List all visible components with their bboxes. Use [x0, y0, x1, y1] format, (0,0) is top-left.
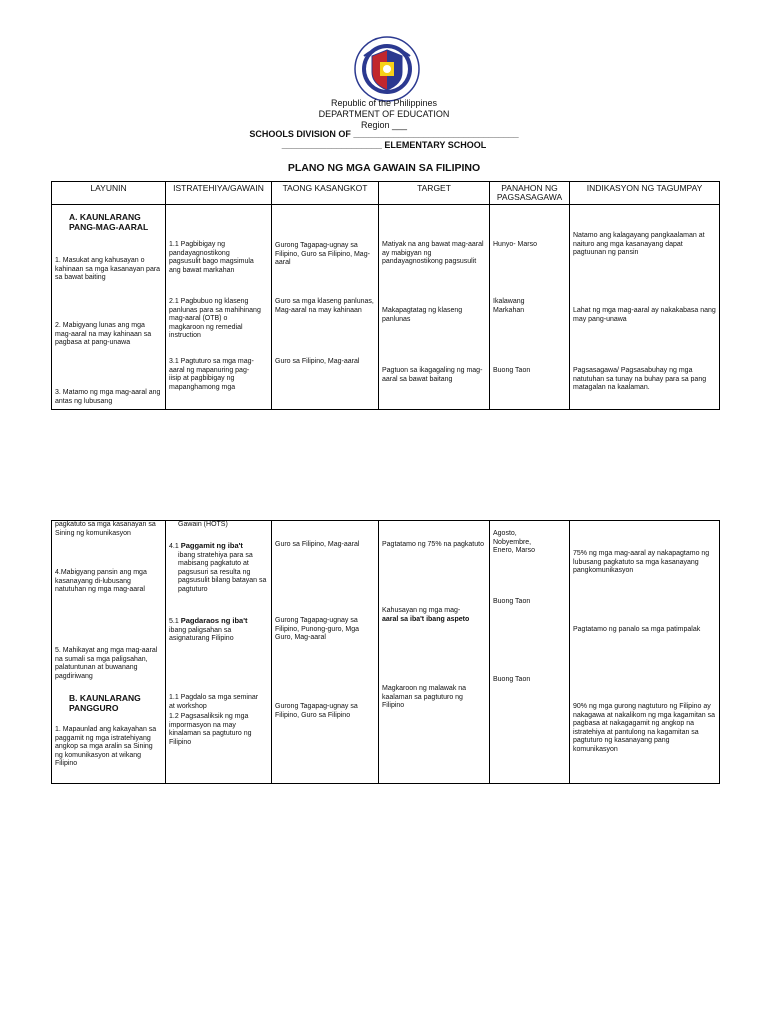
istratehiya-5-1-number: 5.1	[169, 618, 181, 625]
target-2: Makapagtatag ng klaseng panlunas	[382, 307, 463, 323]
layunin-4: 4.Mabigyang pansin ang mga kasanayang di-lubusang natutuhan ng mga mag-aaral	[55, 569, 147, 594]
panahon-5: Buong Taon	[493, 598, 531, 605]
indikasyon-4: 75% ng mga mag-aaral ay nakapagtamo ng lubusang pagkatuto sa mga kasanayang pangkomunikasyon	[573, 550, 710, 575]
header-department: DEPARTMENT OF EDUCATION	[318, 109, 450, 119]
col-header-panahon: PANAHON NG PAGSASAGAWA	[490, 182, 570, 205]
layunin-cell	[52, 205, 166, 410]
target-3: Pagtuon sa ikagagaling ng mag-aaral sa bawat baitang	[382, 367, 483, 383]
layunin-cell-2	[52, 521, 166, 784]
kasangkot-5: Gurong Tagapag-ugnay sa Filipino, Punong-guro, Mga Guro, Mag-aaral	[275, 617, 360, 642]
panahon-4: Agosto, Nobyembre, Enero, Marso	[493, 530, 536, 555]
panahon-1: Hunyo- Marso	[493, 241, 537, 248]
layunin-3: 3. Matamo ng mga mag-aaral ang antas ng lubusang	[55, 389, 161, 405]
indikasyon-cell-2	[570, 521, 720, 784]
header-schools-division: SCHOOLS DIVISION OF _________________________________	[249, 129, 519, 139]
kasangkot-b: Gurong Tagapag-ugnay sa Filipino, Guro sa Filipino	[275, 703, 358, 719]
istratehiya-4-1-number: 4.1	[169, 543, 181, 550]
istratehiya-hots: Gawain (HOTS)	[178, 521, 228, 528]
indikasyon-5: Pagtatamo ng panalo sa mga patimpalak	[573, 626, 701, 633]
col-header-indikasyon: INDIKASYON NG TAGUMPAY	[570, 182, 720, 205]
istratehiya-4-1-rest: ibang stratehiya para sa mabisang pagkatuto at pagsusuri sa resulta ng pagsusulit bilang batayan sa pagtuturo	[178, 551, 267, 593]
target-b: Magkaroon ng malawak na kaalaman sa pagtuturo ng Filipino	[382, 685, 467, 710]
istratehiya-4-1-bold: Paggamit ng iba't	[180, 541, 243, 550]
deped-seal-logo	[354, 36, 420, 102]
istratehiya-2-1: 2.1 Pagbubuo ng klaseng panlunas para sa mahihinang mag-aaral (OTB) o magkaroon ng remedial instruction	[169, 298, 261, 340]
header-republic: Republic of the Philippines	[330, 98, 438, 108]
target-5	[382, 607, 486, 624]
panahon-3: Buong Taon	[493, 367, 531, 374]
indikasyon-1: Natamo ang kalagayang pangkaalaman at naituro ang mga kasanayang dapat pagtuunan ng pansin	[573, 232, 705, 257]
target-5-line2: aaral sa iba't ibang aspeto	[382, 615, 470, 623]
layunin-b-1: 1. Mapaunlad ang kakayahan sa paggamit ng mga istratehiyang angkop sa mga aralin sa Sining ng komunikasyon at wikang Filipino	[55, 726, 157, 768]
layunin-3-cont: pagkatuto sa mga kasanayan sa Sining ng komunikasyon	[55, 521, 156, 537]
section-a-heading: A. KAUNLARANG PANG-MAG-AARAL	[69, 212, 149, 232]
istratehiya-3-1: 3.1 Pagtuturo sa mga mag-aaral ng mapanuring pag-iisip at pagbibigay ng mapanghamong mga	[169, 358, 254, 391]
kasangkot-cell	[272, 205, 379, 410]
target-4: Pagtatamo ng 75% na pagkatuto	[382, 541, 484, 548]
kasangkot-4: Guro sa Filipino, Mag-aaral	[275, 541, 360, 548]
plan-table-page-2	[51, 520, 720, 784]
target-cell	[379, 205, 490, 410]
target-1: Matiyak na ang bawat mag-aaral ay mabigyan ng pandayagnostikong pagsusulit	[382, 241, 484, 266]
istratehiya-1-1: 1.1 Pagbibigay ng pandayagnostikong pagsusulit bago magsimula ang bawat markahan	[169, 241, 254, 274]
panahon-cell	[490, 205, 570, 410]
layunin-1: 1. Masukat ang kahusayan o kahinaan sa mga kasanayan para sa bawat baiting	[55, 257, 161, 282]
col-header-istratehiya: ISTRATEHIYA/GAWAIN	[166, 182, 272, 205]
kasangkot-2: Guro sa mga klaseng panlunas, Mag-aaral na may kahinaan	[275, 298, 374, 314]
target-cell-2	[379, 521, 490, 784]
panahon-2: Ikalawang Markahan	[493, 298, 525, 314]
panahon-b: Buong Taon	[493, 676, 531, 683]
kasangkot-3: Guro sa Filipino, Mag-aaral	[275, 358, 360, 365]
col-header-layunin: LAYUNIN	[52, 182, 166, 205]
header-elementary-school: ____________________ ELEMENTARY SCHOOL	[281, 140, 487, 150]
col-header-target: TARGET	[379, 182, 490, 205]
indikasyon-2: Lahat ng mga mag-aaral ay nakakabasa nang may pang-unawa	[573, 307, 716, 323]
indikasyon-3: Pagsasagawa/ Pagsasabuhay ng mga natutuhan sa tunay na buhay para sa pang matagalan na kaalaman.	[573, 367, 707, 392]
istratehiya-cell	[166, 205, 272, 410]
layunin-5: 5. Mahikayat ang mga mag-aaral na sumali sa mga paligsahan, palatuntunan at buwanang pagdiriwang	[55, 647, 158, 680]
kasangkot-cell-2	[272, 521, 379, 784]
layunin-2: 2. Mabigyang lunas ang mga mag-aaral na may kahinaan sa pagbasa at pang-unawa	[55, 322, 152, 347]
indikasyon-cell	[570, 205, 720, 410]
istratehiya-4-1	[169, 542, 268, 595]
istratehiya-5-1	[169, 617, 268, 644]
section-b-heading: B. KAUNLARANG PANGGURO	[69, 693, 141, 713]
istratehiya-b-1-1: 1.1 Pagdalo sa mga seminar at workshop	[169, 694, 259, 710]
col-header-kasangkot: TAONG KASANGKOT	[272, 182, 379, 205]
target-5-line1: Kahusayan ng mga mag-	[382, 607, 461, 614]
header-region: Region ___	[360, 120, 408, 130]
kasangkot-1: Gurong Tagapag-ugnay sa Filipino, Guro sa Filipino, Mag-aaral	[275, 242, 370, 267]
istratehiya-b-1-2: 1.2 Pagsasaliksik ng mga impormasyon na may kinalaman sa pagtuturo ng Filipino	[169, 713, 252, 746]
panahon-cell-2	[490, 521, 570, 784]
istratehiya-cell-2	[166, 521, 272, 784]
istratehiya-5-1-bold: Pagdaraos ng iba't	[180, 616, 248, 625]
document-title: PLANO NG MGA GAWAIN SA FILIPINO	[287, 162, 481, 174]
istratehiya-5-1-rest: ibang paligsahan sa asignaturang Filipino	[169, 626, 234, 643]
plan-table-page-1	[51, 181, 720, 410]
indikasyon-b: 90% ng mga gurong nagtuturo ng Filipino ay nakagawa at nakalikom ng mga kagamitan sa pagbasa at nakagagamit ng angkop na istratehiya at pantulong na kagamitan sa pagtuturo ng kasanayang pang komunikasyon	[573, 703, 716, 753]
